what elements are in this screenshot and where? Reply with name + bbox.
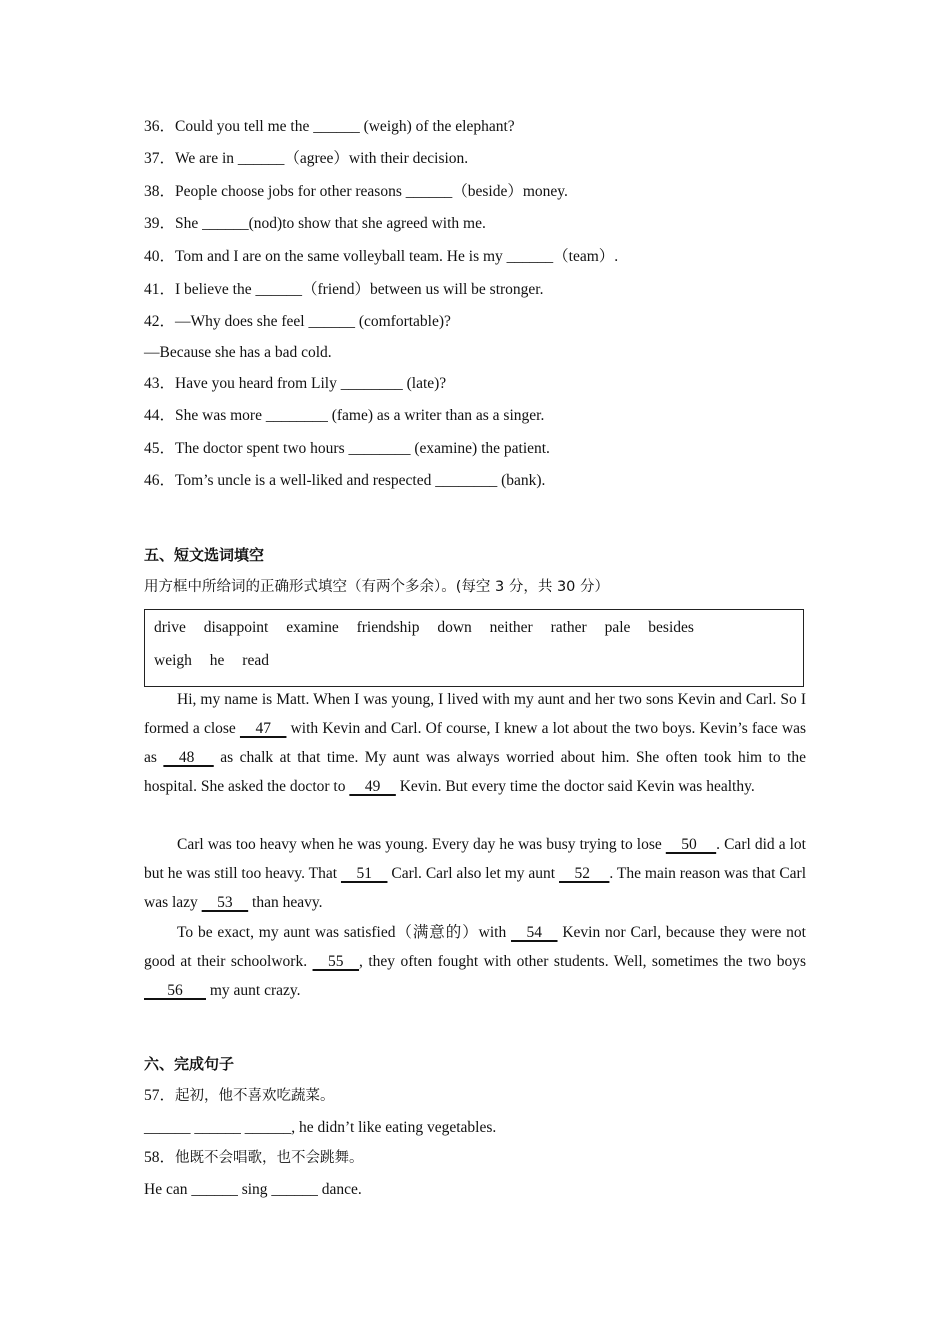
question-number: 38． [144, 183, 176, 200]
blank-54: 54 [511, 924, 558, 941]
question-number: 46． [144, 472, 176, 489]
word-bank-word: read [242, 652, 269, 669]
question-text: I believe the ______（friend）between us will be stronger. [175, 281, 544, 298]
passage-paragraph-2 [144, 830, 806, 917]
passage-text: Carl. Carl also let my aunt [387, 865, 560, 882]
question-58-chinese: 他既不会唱歌，也不会跳舞。 [175, 1150, 364, 1166]
question-number: 37． [144, 150, 176, 167]
question-43 [144, 374, 446, 394]
word-bank-word: down [437, 619, 472, 636]
passage-text: Hi, my name is Matt. When I was young, I lived with my aunt and her two sons Kevin and Carl. So I formed a close [144, 691, 806, 737]
question-57-english: ______ ______ ______, he didn’t like eating vegetables. [144, 1119, 497, 1136]
passage-paragraph-1 [144, 685, 806, 801]
question-text: Could you tell me the ______ (weigh) of the elephant? [175, 118, 515, 135]
question-38 [144, 182, 568, 202]
question-number: 45． [144, 440, 176, 457]
question-42 [144, 312, 451, 332]
question-42-answer [144, 343, 332, 363]
passage-text: , they often fought with other students. Well, sometimes the two boys [359, 953, 806, 970]
question-text: —Because she has a bad cold. [144, 344, 332, 361]
passage-text: than heavy. [248, 894, 323, 911]
passage-text: . Carl did a lot but he was still too heavy. That [144, 836, 806, 882]
blank-56: 56 [144, 982, 206, 999]
word-bank-word: he [209, 652, 225, 669]
question-46 [144, 471, 545, 491]
question-text: Tom and I are on the same volleyball team. He is my ______（team）. [175, 248, 619, 265]
passage-text: To be exact, my aunt was satisfied（满意的）with [177, 924, 512, 941]
question-text: Tom’s uncle is a well-liked and respected ________ (bank). [175, 472, 546, 489]
section-6-heading: 六、完成句子 [144, 1055, 235, 1073]
question-40 [144, 247, 618, 267]
question-number: 43． [144, 375, 176, 392]
blank-47: 47 [239, 720, 287, 737]
question-41 [144, 280, 543, 300]
word-bank-word: drive [154, 619, 186, 636]
question-57-chinese: 起初，他不喜欢吃蔬菜。 [175, 1088, 335, 1104]
section-5-heading: 五、短文选词填空 [144, 546, 265, 564]
passage-text: . The main reason was that Carl was lazy [144, 865, 807, 911]
passage-text: Kevin. But every time the doctor said Kevin was healthy. [395, 778, 755, 795]
question-text: The doctor spent two hours ________ (examine) the patient. [175, 440, 550, 457]
question-text: —Why does she feel ______ (comfortable)? [175, 313, 451, 330]
question-57-prompt [144, 1086, 335, 1106]
question-number: 36． [144, 118, 176, 135]
blank-49: 49 [349, 778, 396, 795]
word-bank-word: besides [648, 619, 694, 636]
blank-50: 50 [665, 836, 717, 853]
word-bank-word: examine [286, 619, 339, 636]
question-number: 42． [144, 313, 176, 330]
question-number: 39． [144, 215, 176, 232]
word-bank-row-1 [154, 619, 708, 637]
blank-52: 52 [559, 865, 610, 882]
passage-text: with Kevin and Carl. Of course, I knew a lot about the two boys. Kevin’s face was as [144, 720, 806, 766]
word-bank-box [144, 609, 804, 687]
question-number: 44． [144, 407, 176, 424]
blank-53: 53 [201, 894, 249, 911]
word-bank-word: weigh [154, 652, 192, 669]
question-text: People choose jobs for other reasons ______（beside）money. [175, 183, 568, 200]
blank-55: 55 [312, 953, 360, 970]
question-text: She ______(nod)to show that she agreed with me. [175, 215, 486, 232]
passage-text: as chalk at that time. My aunt was always worried about him. She often took him to the hospital. She asked the doctor to [144, 749, 806, 795]
word-bank-word: disappoint [203, 619, 269, 636]
section-5-instruction: 用方框中所给词的正确形式填空（有两个多余）。(每空 3 分，共 30 分） [144, 579, 610, 595]
question-36 [144, 117, 515, 137]
question-text: Have you heard from Lily ________ (late)? [175, 375, 447, 392]
word-bank-word: neither [489, 619, 533, 636]
question-number: 41． [144, 281, 176, 298]
word-bank-word: pale [604, 619, 631, 636]
passage-paragraph-3 [144, 918, 806, 1005]
passage-text: Carl was too heavy when he was young. Every day he was busy trying to lose [177, 836, 666, 853]
question-number: 40． [144, 248, 176, 265]
question-58-prompt [144, 1148, 364, 1168]
question-text: She was more ________ (fame) as a writer than as a singer. [175, 407, 545, 424]
question-58-english: He can ______ sing ______ dance. [144, 1181, 362, 1198]
word-bank-word: friendship [356, 619, 420, 636]
question-39 [144, 214, 486, 234]
question-45 [144, 439, 550, 459]
question-number: 57． [144, 1087, 176, 1104]
word-bank-row-2 [154, 652, 283, 670]
question-37 [144, 149, 468, 169]
question-number: 58． [144, 1149, 176, 1166]
blank-48: 48 [163, 749, 214, 766]
question-text: We are in ______（agree）with their decision. [175, 150, 469, 167]
blank-51: 51 [340, 865, 388, 882]
passage-text: my aunt crazy. [206, 982, 301, 999]
word-bank-word: rather [550, 619, 587, 636]
question-44 [144, 406, 544, 426]
passage-text: Kevin nor Carl, because they were not good at their schoolwork. [144, 924, 806, 970]
